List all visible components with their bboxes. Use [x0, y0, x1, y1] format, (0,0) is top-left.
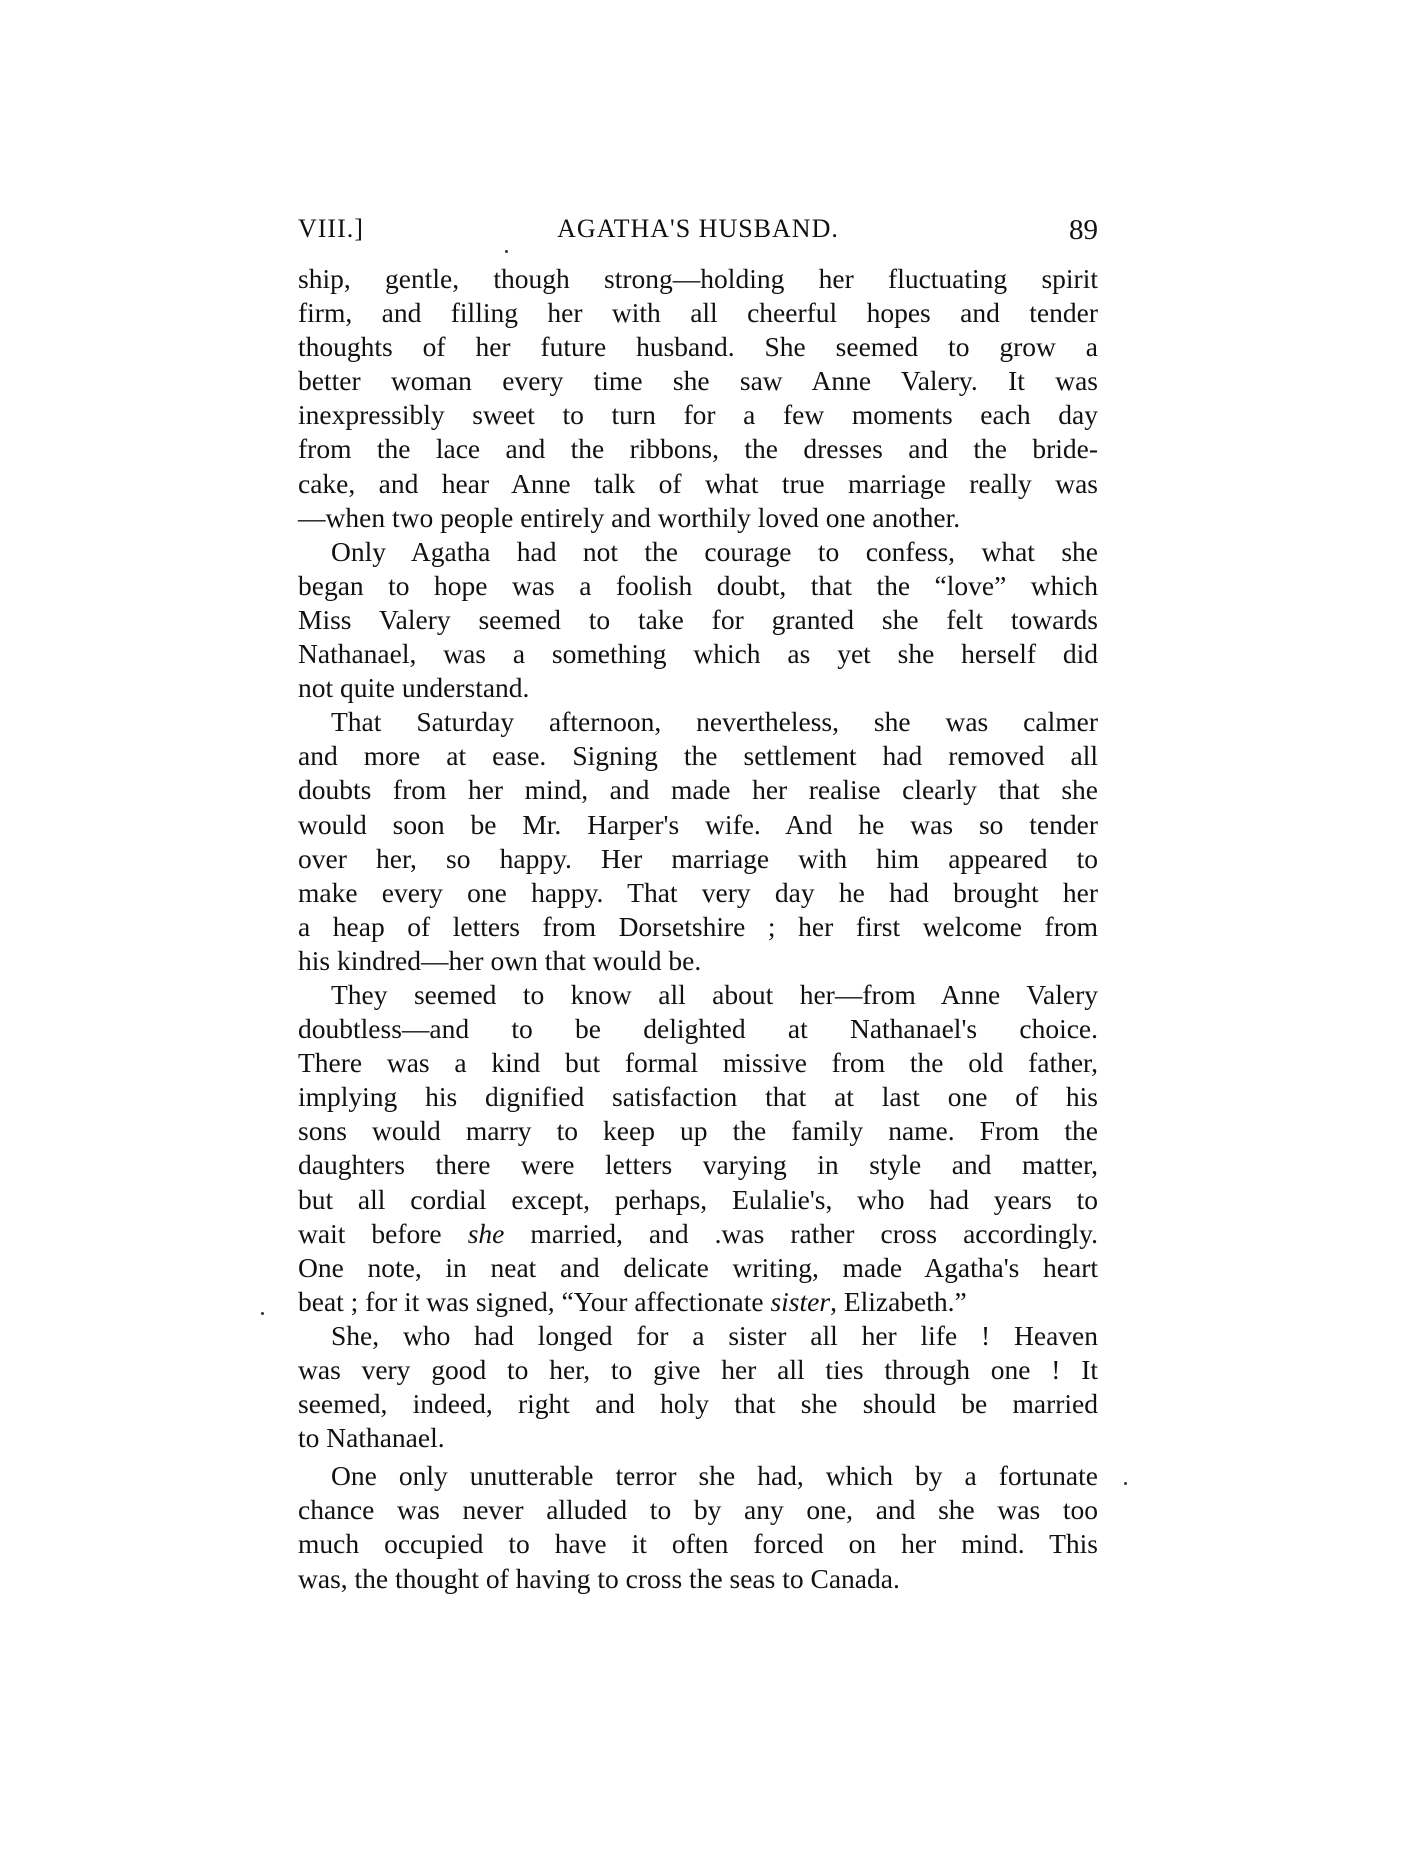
- paragraph: [298, 1459, 1098, 1595]
- text-line: not quite understand.: [298, 672, 530, 704]
- text-line: ship, gentle, though strong—holding her fluctuating spirit: [298, 263, 1098, 294]
- text-line: [298, 1285, 1098, 1319]
- text-line: was, the thought of having to cross the seas to Canada.: [298, 1562, 900, 1594]
- text-segment: married, and .was rather cross accordingly.: [504, 1217, 1098, 1249]
- text-line: was very good to her, to give her all ties through one ! It: [298, 1354, 1098, 1385]
- text-line: firm, and filling her with all cheerful hopes and tender: [298, 297, 1098, 329]
- text-line: much occupied to have it often forced on her mind. This: [298, 1528, 1098, 1560]
- italic-emphasis: she: [467, 1217, 505, 1249]
- text-line: and more at ease. Signing the settlement had removed all: [298, 740, 1098, 772]
- text-line: to Nathanael.: [298, 1422, 445, 1454]
- paragraph: [298, 978, 1098, 1319]
- text-line: but all cordial except, perhaps, Eulalie's, who had years to: [298, 1183, 1098, 1215]
- text-line: sons would marry to keep up the family name. From the: [298, 1115, 1098, 1147]
- paragraph: [298, 1319, 1098, 1455]
- text-segment: , Elizabeth.”: [830, 1285, 967, 1317]
- text-line: would soon be Mr. Harper's wife. And he was so tender: [298, 808, 1098, 840]
- text-line: inexpressibly sweet to turn for a few moments each day: [298, 399, 1098, 431]
- text-line: make every one happy. That very day he had brought her: [298, 876, 1098, 908]
- text-line: began to hope was a foolish doubt, that the “love” which: [298, 569, 1098, 601]
- page-number: 89: [1069, 214, 1098, 246]
- text-line: —when two people entirely and worthily loved one another.: [298, 501, 961, 533]
- print-speck: [261, 1312, 264, 1315]
- paragraph: [298, 705, 1098, 978]
- italic-emphasis: sister: [770, 1285, 831, 1317]
- text-line: better woman every time she saw Anne Valery. It was: [298, 365, 1098, 397]
- text-line: a heap of letters from Dorsetshire ; her first welcome from: [298, 910, 1098, 942]
- text-segment: wait before: [298, 1217, 468, 1249]
- text-line: [298, 1217, 1098, 1251]
- paragraph: [298, 535, 1098, 705]
- text-line: Nathanael, was a something which as yet she herself did: [298, 638, 1098, 670]
- paragraph: [298, 262, 1098, 535]
- running-title: AGATHA'S HUSBAND.: [557, 214, 839, 243]
- text-line: cake, and hear Anne talk of what true marriage really was: [298, 467, 1098, 499]
- print-speck: [505, 250, 508, 253]
- text-line: One only unutterable terror she had, which by a fortunate: [331, 1460, 1098, 1492]
- text-line: One note, in neat and delicate writing, made Agatha's heart: [298, 1251, 1098, 1283]
- page-body-text: [298, 262, 1098, 1596]
- chapter-number: VIII.]: [298, 214, 364, 243]
- text-line: implying his dignified satisfaction that at last one of his: [298, 1081, 1098, 1113]
- text-line: Only Agatha had not the courage to confess, what she: [331, 535, 1098, 567]
- text-line: doubtless—and to be delighted at Nathanael's choice.: [298, 1013, 1098, 1045]
- text-line: There was a kind but formal missive from the old father,: [298, 1047, 1098, 1079]
- text-line: seemed, indeed, right and holy that she should be married: [298, 1388, 1098, 1420]
- text-line: his kindred—her own that would be.: [298, 944, 702, 976]
- text-line: doubts from her mind, and made her realise clearly that she: [298, 774, 1098, 806]
- text-line: from the lace and the ribbons, the dresses and the bride-: [298, 433, 1098, 465]
- print-speck: [1124, 1482, 1127, 1485]
- running-header: [298, 214, 1098, 254]
- text-line: chance was never alluded to by any one, and she was too: [298, 1494, 1098, 1526]
- text-line: thoughts of her future husband. She seemed to grow a: [298, 331, 1098, 363]
- text-line: Miss Valery seemed to take for granted she felt towards: [298, 603, 1098, 635]
- text-line: That Saturday afternoon, nevertheless, she was calmer: [331, 706, 1098, 738]
- text-line: She, who had longed for a sister all her life ! Heaven: [331, 1319, 1098, 1351]
- text-line: daughters there were letters varying in style and matter,: [298, 1149, 1098, 1181]
- text-segment: beat ; for it was signed, “Your affectionate: [298, 1285, 771, 1317]
- text-line: They seemed to know all about her—from Anne Valery: [331, 978, 1098, 1010]
- text-line: over her, so happy. Her marriage with him appeared to: [298, 842, 1098, 874]
